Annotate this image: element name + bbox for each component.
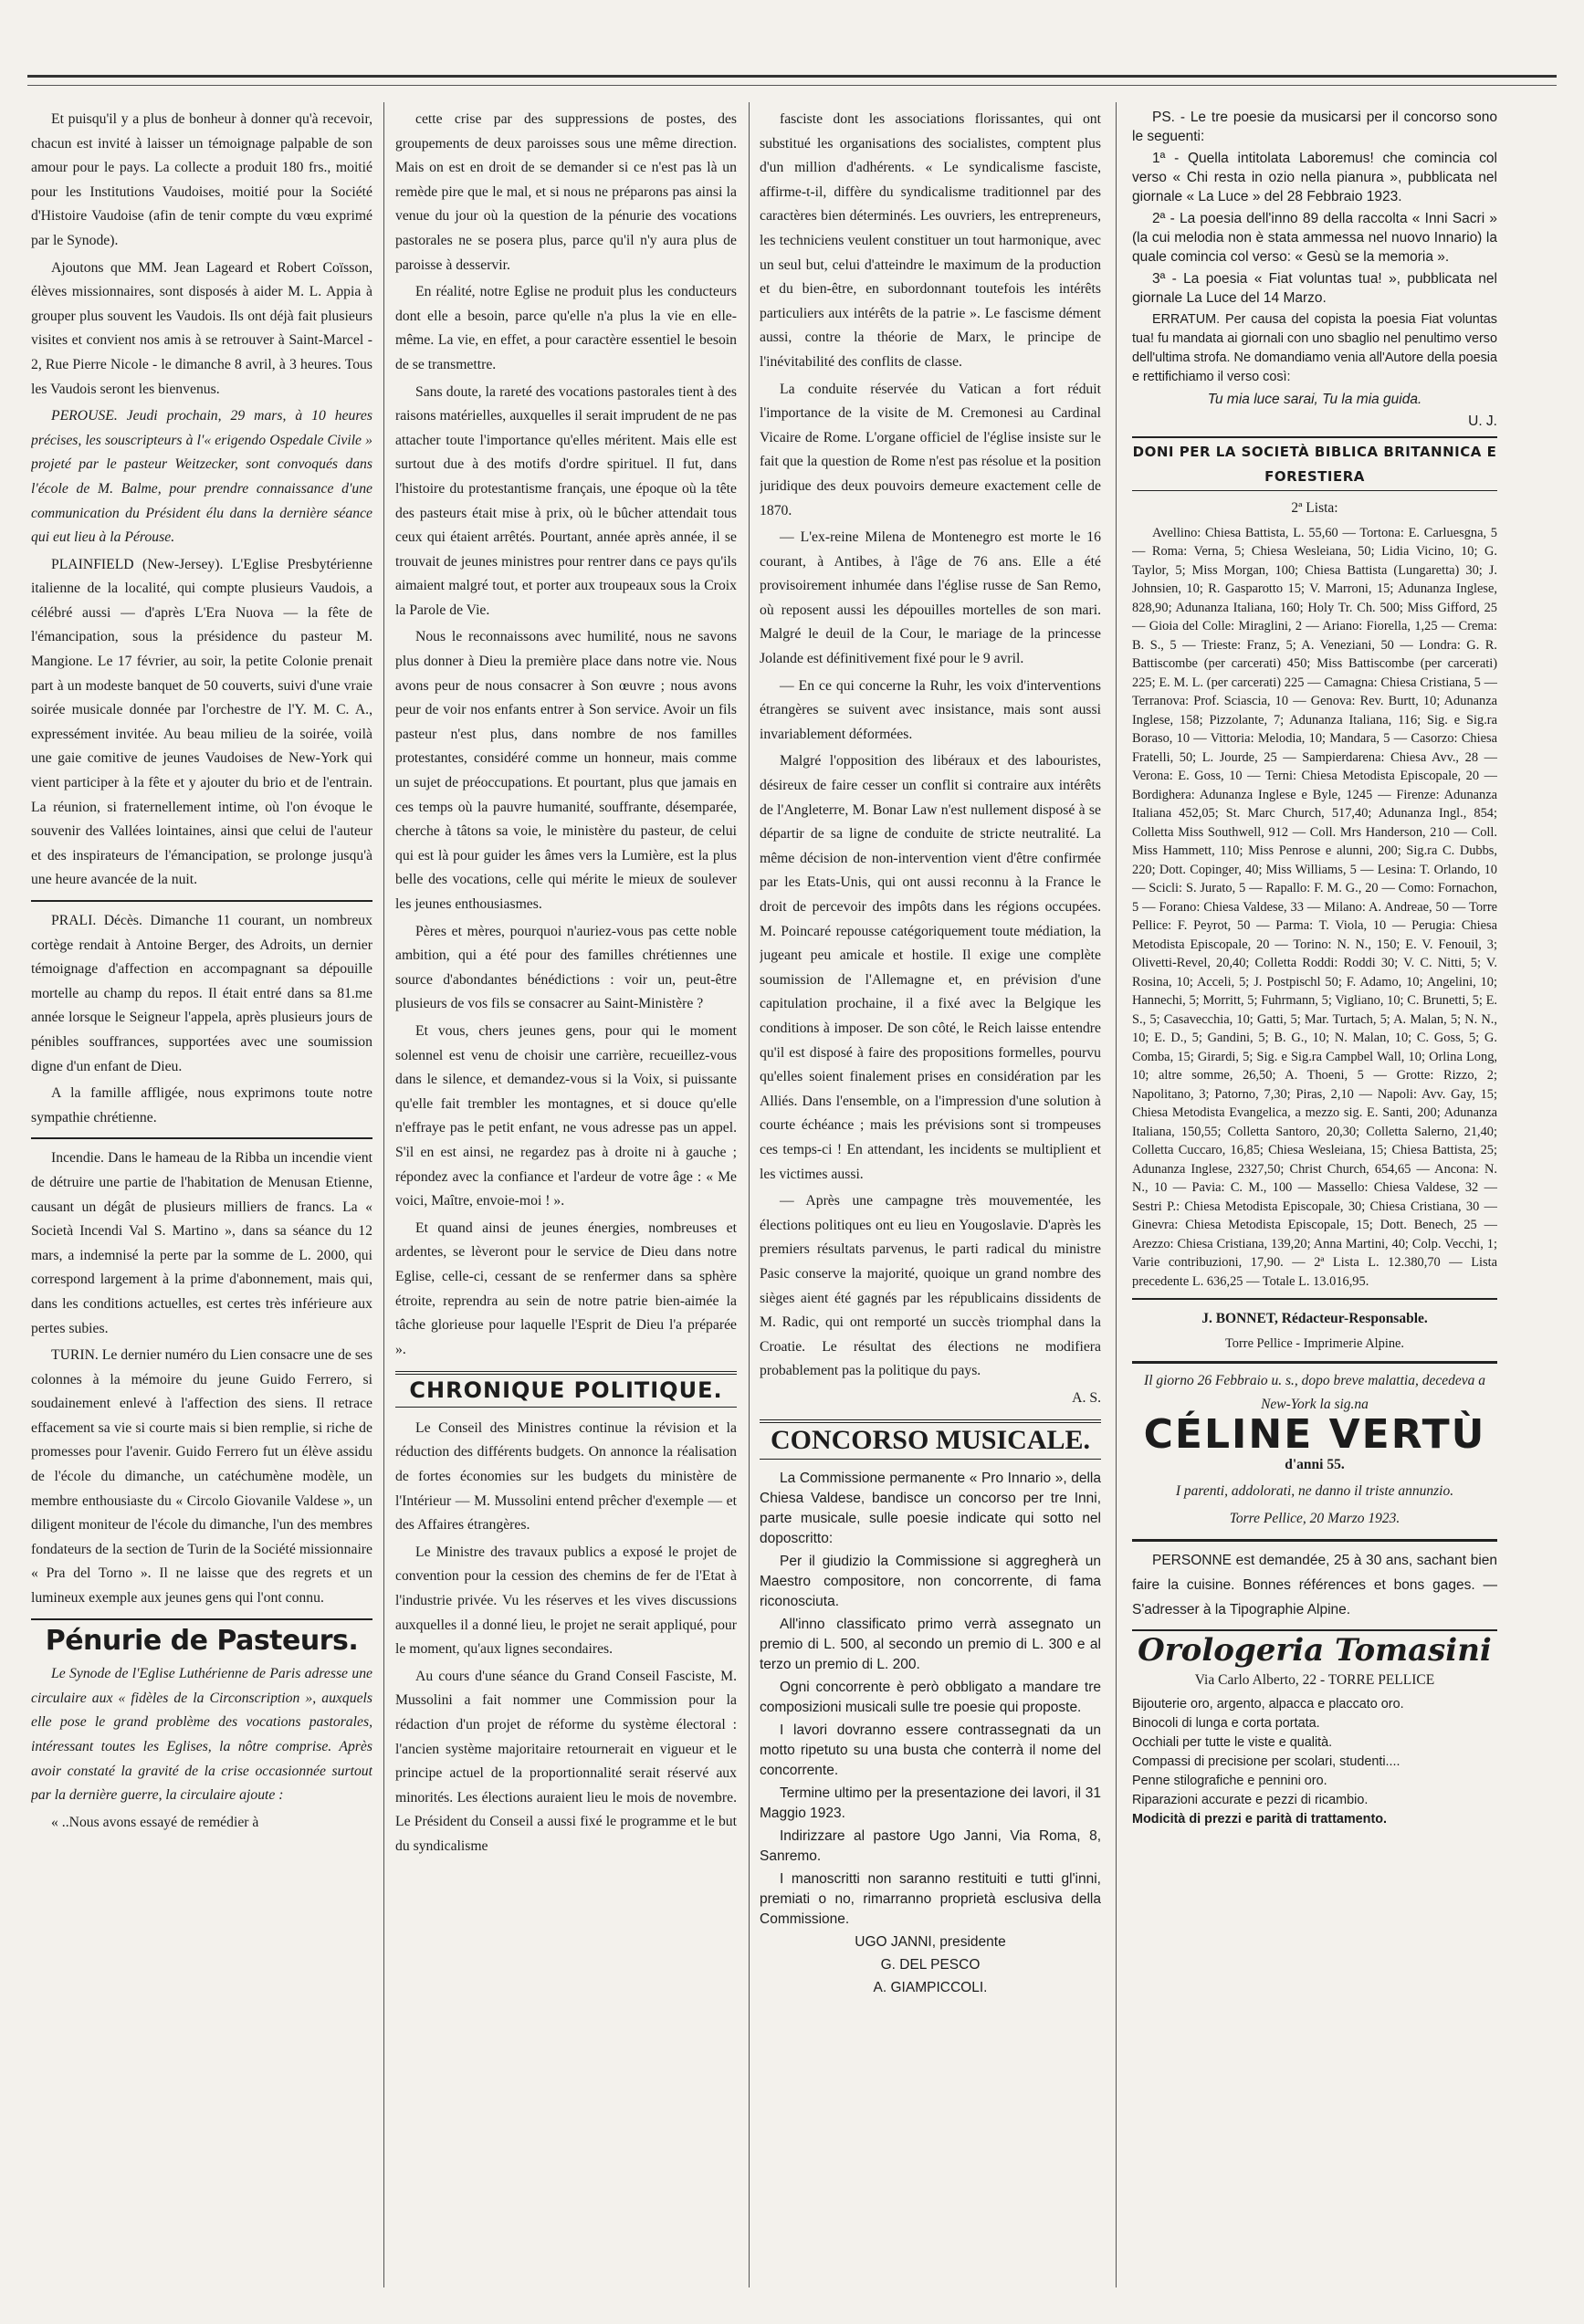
obituary-name: CÉLINE VERTÙ bbox=[1143, 1411, 1486, 1459]
column-4 bbox=[1132, 108, 1497, 2287]
paragraph: La conduite réservée du Vatican a fort réduit l'importance de la visite de M. Cremonesi au Cardinal Vicaire de Rome. L'organe officiel de l'église insiste sur le fait que la question de Rome n'est pas résolue et la position juridique des deux pouvoirs demeure exactement celle de 1870. bbox=[760, 381, 1101, 518]
paragraph: A la famille affligée, nous exprimons toute notre sympathie chrétienne. bbox=[31, 1085, 372, 1125]
divider bbox=[31, 1618, 372, 1620]
paragraph: Pères et mères, pourquoi n'auriez-vous pas cette noble ambition, qui a été pour des familles chrétiennes une source d'abondantes bénédictions : voir un, peut-être plusieurs de vos fils se consacrer au Saint-Ministère ? bbox=[395, 923, 737, 1012]
shop-line: Penne stilografiche e pennini oro. bbox=[1132, 1774, 1327, 1789]
paragraph: Ajoutons que MM. Jean Lageard et Robert Coïsson, élèves missionnaires, sont disposés à aider M. L. Appia à grouper plus souvent les Vaudois. Ils ont déjà fait plusieurs visites et convient nos amis à se retrouver à Saint-Marcel - 2, Rue Pierre Nicole - le dimanche 8 avril, à 3 heures. Tous les Vaudois seront les bienvenus. bbox=[31, 259, 372, 397]
editor: J. BONNET, Rédacteur-Responsable. bbox=[1201, 1311, 1428, 1327]
paragraph: Et puisqu'il y a plus de bonheur à donner qu'à recevoir, chacun est invité à laisser un témoignage palpable de son amour pour le pays. La collecte a produit 180 frs., moitié pour les Institutions Vaudoises, moitié pour la Société d'Histoire Vaudoise (afin de tenir compte du vœu exprimé par le Synode). bbox=[31, 111, 372, 248]
divider bbox=[1132, 1629, 1497, 1631]
paragraph: Sans doute, la rareté des vocations pastorales tient à des raisons matérielles, auxquelles il serait imprudent de ne pas attacher toute l'importance qu'elles méritent. Mais elle est surtout due à des motifs d'ordre spirituel. Il fut, dans l'histoire du protestantisme français, une époque où la tête des pasteurs était mise à prix, où le bûcher attendait tous ceux qui étaient arrêtés. Pourtant, année après année, il se trouvait de jeunes ministres pour rentrer dans ce pays qu'ils aimaient malgré tout, et porter aux troupeaux sous la Croix la Parole de Vie. bbox=[395, 383, 737, 618]
paragraph: Le Conseil des Ministres continue la révision et la réduction des différents budgets. On annonce la réalisation de fortes économies sur les budgets du ministère de l'Intérieur — M. Mussolini entend prêcher d'exemple — et des Affaires étrangères. bbox=[395, 1419, 737, 1534]
paragraph: 1ª - Quella intitolata Laboremus! che comincia col verso « Chi resta in ozio nella pianura », pubblicata nel giornale « La Luce » del 28 Febbraio 1923. bbox=[1132, 151, 1497, 204]
signature: A. GIAMPICCOLI. bbox=[873, 1980, 988, 1996]
shop-line: Riparazioni accurate e pezzi di ricambio. bbox=[1132, 1793, 1369, 1808]
column-2 bbox=[395, 108, 737, 2287]
paragraph: Nous le reconnaissons avec humilité, nous ne savons plus donner à Dieu la première place dans notre vie. Nous avons peur de nous consacrer à Son œuvre ; nous avons peur de voir nos enfants entrer à Son service. Avoir un fils pasteur n'est plus, dans nombre de nos familles protestantes, considéré comme un honneur, mais comme un sujet de préoccupations. Et pourtant, plus que jamais en ces temps où la pauvre humanité, souffrante, désemparée, cherche à tâtons sa voie, le ministère du pasteur, de celui qui est là pour guider les âmes vers la Lumière, est la plus belle des vocations, celle qui mérite le mieux de soulever les jeunes enthousiasmes. bbox=[395, 629, 737, 912]
shop-line: Modicità di prezzi e parità di trattamento. bbox=[1132, 1812, 1388, 1827]
signature: A. S. bbox=[1072, 1389, 1101, 1406]
paragraph: TURIN. Le dernier numéro du Lien consacre une de ses colonnes à la mémoire du jeune Guido Ferrero, si soudainement enlevé à l'affection des siens. Il retrace effacement sa vie si courte mais si bien remplie, si riche de promesses pour l'avenir. Guido Ferrero fut un élève assidu de l'école du dimanche, un catéchumène modèle, un membre enthousiaste du « Circolo Giovanile Valdese », un diligent moniteur de l'école du dimanche, l'un des membres fondateurs de la section de Turin de la Société missionnaire « Pra del Torno ». Il ne laisse que des regrets et un lumineux exemple aux jeunes gens qui l'ont connu. bbox=[31, 1347, 372, 1607]
subheading: 2ª Lista: bbox=[1291, 500, 1338, 517]
paragraph: Torre Pellice, 20 Marzo 1923. bbox=[1229, 1510, 1400, 1526]
signature: G. DEL PESCO bbox=[880, 1957, 981, 1973]
paragraph: fasciste dont les associations florissantes, qui ont substitué les organisations des socialistes, comptent plus d'un million d'adhérents. « Le syndicalisme fasciste, affirme-t-il, diffère du syndicalisme traditionnel par des caractères bien déterminés. Les ouvriers, les entrepreneurs, les techniciens veulent constituer un tout harmonique, avec un seul but, celui d'atteindre le maximum de la production et du bien-être, en subordonnant toutefois les intérêts particuliers aux intérêts de la patrie ». Le fascisme dément aussi, contre la théorie de Marx, le principe de l'inévitabilité des conflits de classe. bbox=[760, 111, 1101, 370]
verse: Tu mia luce sarai, Tu la mia guida. bbox=[1207, 392, 1422, 407]
shop-line: Compassi di precisione per scolari, studenti.... bbox=[1132, 1754, 1400, 1770]
shop-line: Binocoli di lunga e corta portata. bbox=[1132, 1716, 1320, 1732]
section-heading: CONCORSO MUSICALE. bbox=[760, 1419, 1101, 1460]
shop-name: Orologeria Tomasini bbox=[1138, 1632, 1492, 1670]
paragraph: Et quand ainsi de jeunes énergies, nombreuses et ardentes, se lèveront pour le service de Dieu dans notre Eglise, celle-ci, cessant de se renfermer dans sa sphère étroite, reprendra au sein de notre patrie bien-aimée la tâche glorieuse pour laquelle l'Esprit de Dieu l'a préparée ». bbox=[395, 1220, 737, 1357]
paragraph: Per il giudizio la Commissione si aggregherà un Maestro compositore, non concorrente, di fama riconosciuta. bbox=[760, 1554, 1101, 1610]
paragraph: Le Ministre des travaux publics a exposé le projet de convention pour la cession des chemins de fer de l'Etat à l'industrie privée. Vu les réserves et les vives discussions auxquelles il a donné lieu, le projet ne serait appliqué, pour le moment, qu'aux lignes secondaires. bbox=[395, 1544, 737, 1658]
paragraph: — L'ex-reine Milena de Montenegro est morte le 16 courant, à Antibes, à l'âge de 76 ans. Elle a été provisoirement inhumée dans l'église russe de San Remo, où reposent aussi les dépouilles mortelles de son mari. Malgré le deuil de la Cour, le mariage de la princesse Jolande est définitivement fixé pour le 9 avril. bbox=[760, 529, 1101, 667]
column-rule bbox=[749, 102, 750, 2287]
divider bbox=[31, 1137, 372, 1139]
paragraph: Termine ultimo per la presentazione dei lavori, il 31 Maggio 1923. bbox=[760, 1785, 1101, 1822]
section-heading: DONI PER LA SOCIETÀ BIBLICA BRITANNICA E FORESTIERA bbox=[1132, 436, 1497, 491]
paragraph: « ..Nous avons essayé de remédier à bbox=[51, 1814, 259, 1830]
section-heading: Pénurie de Pasteurs. bbox=[45, 1624, 359, 1657]
paragraph: PLAINFIELD (New-Jersey). L'Eglise Presbytérienne italienne de la localité, qui compte plusieurs Vaudois, a célébré aussi — d'après L'Era Nuova — la fête de l'émancipation, sous la présidence du pasteur M. Mangione. Le 17 février, au soir, la petite Colonie prenait part à un modeste banquet de 50 couverts, suivi d'une vraie soirée musicale donnée par l'orchestre de l'Y. M. C. A., expressément invitée. Au beau milieu de la soirée, voilà une gaie comitive de jeunes Vaudoises de New-York qui vient participer à la fête et y ajouter du brio et de l'entrain. La réunion, si fraternellement intime, où l'on évoque le souvenir des Vallées lointaines, ainsi que celui de l'auteur et des inspirateurs de l'émancipation, se prolonge jusqu'à une heure avancée de la nuit. bbox=[31, 556, 372, 888]
paragraph: Indirizzare al pastore Ugo Janni, Via Roma, 8, Sanremo. bbox=[760, 1828, 1101, 1865]
header-rule bbox=[27, 75, 1557, 86]
paragraph: 3ª - La poesia « Fiat voluntas tua! », pubblicata nel giornale La Luce del 14 Marzo. bbox=[1132, 271, 1497, 306]
paragraph: cette crise par des suppressions de postes, des groupements de deux paroisses sous une même direction. Mais on est en droit de se demander si ce n'est pas là un remède pire que le mal, et si nous ne préparons pas ainsi la venue du jour où la question de la pénurie des vocations pastorales ne se posera plus, parce qu'il n'y aura plus de paroisse à desservir. bbox=[395, 111, 737, 273]
obituary-age: d'anni 55. bbox=[1285, 1456, 1345, 1472]
divider bbox=[31, 900, 372, 902]
paragraph: Au cours d'une séance du Grand Conseil Fasciste, M. Mussolini a fait nommer une Commission pour la rédaction d'un projet de réforme du système électoral : l'ancien système majoritaire retournerait en vigueur et le principe actuel de la proportionnalité serait réservé aux minorités. Les élections auraient lieu le mois de novembre. Le Président du Conseil a aussi fixé le programme et le but du syndicalisme bbox=[395, 1668, 737, 1854]
section-heading: CHRONIQUE POLITIQUE. bbox=[395, 1371, 737, 1408]
paragraph: Malgré l'opposition des libéraux et des labouristes, désireux de faire cesser un conflit si contraire aux intérêts de l'Angleterre, M. Bonar Law n'est nullement disposé à se départir de sa ligne de conduite de stricte neutralité. La même décision de non-intervention vient d'être confirmée par les Etats-Unis, qui ont aussi reconnu à la France le droit de percevoir des impôts dans les régions occupées. M. Poincaré repousse catégoriquement toute médiation, la jugeant peu amicale et hostile. Il exige une complète soumission de l'Allemagne et, en prévision d'une capitulation prochaine, il a fixé avec la Belgique les conditions à imposer. De son côté, le Reich laisse entendre qu'il est disposé à faire des propositions formelles, pourvu qu'elles soient finalement prises en considération par les Alliés. Dans l'ensemble, on a l'impression d'une solution à courte échéance ; mais les prévisions sont si trompeuses ces temps-ci ! En attendant, les incidents se multiplient et les victimes aussi. bbox=[760, 753, 1101, 1182]
paragraph: — Après une campagne très mouvementée, les élections politiques ont eu lieu en Yougoslavie. D'après les premiers résultats parvenus, le parti radical du ministre Pasic conserve la majorité, quoique un grand nombre des sièges aient été gagnés par les républicains dissidents de M. Radic, qui ont remporté un succès triomphal dans la Croatie. Le résultat des élections ne modifiera probablement pas la politique du pays. bbox=[760, 1193, 1101, 1379]
paragraph: — En ce qui concerne la Ruhr, les voix d'interventions étrangères se suivent avec insistance, mais sont aussi invariablement déformées. bbox=[760, 677, 1101, 742]
paragraph: Le Synode de l'Eglise Luthérienne de Paris adresse une circulaire aux « fidèles de la Circonscription », auxquels elle pose le grand problème des vocations pastorales, intéressant toutes les Eglises, la nôtre comprise. Après avoir constaté la gravité de la crise occasionnée surtout par la dernière guerre, la circulaire ajoute : bbox=[31, 1666, 372, 1804]
column-rule bbox=[383, 102, 384, 2287]
paragraph: All'inno classificato primo verrà assegnato un premio di L. 500, al secondo un premio di L. 300 e al terzo un premio di L. 200. bbox=[760, 1617, 1101, 1673]
printer: Torre Pellice - Imprimerie Alpine. bbox=[1225, 1335, 1404, 1351]
paragraph: Incendie. Dans le hameau de la Ribba un incendie vient de détruire une partie de l'habitation de Menusan Etienne, causant un dégât de plusieurs milliers de francs. La « Società Incendi Val S. Martino », dans sa séance du 12 mars, a indemnisé la perte par la somme de L. 2000, qui correspond largement à la prime d'abonnement, mais qui, dans les conditions actuelles, est certes très inférieure aux pertes subies. bbox=[31, 1150, 372, 1336]
signature: UGO JANNI, presidente bbox=[855, 1934, 1006, 1951]
paragraph: ERRATUM. Per causa del copista la poesia Fiat voluntas tua! fu mandata ai giornali con uno sbaglio nel penultimo verso dell'ultima strofa. Ne domandiamo venia all'Autore della poesia e rettifichiamo il verso così: bbox=[1132, 312, 1497, 384]
paragraph: I manoscritti non saranno restituiti e tutti gl'inni, premiati o no, rimarranno proprietà esclusiva della Commissione. bbox=[760, 1871, 1101, 1928]
column-1 bbox=[31, 108, 372, 2287]
paragraph: 2ª - La poesia dell'inno 89 della raccolta « Inni Sacri » (la cui melodia non è stata ammessa nel nuovo Innario) la quale comincia col verso: « Gesù se la memoria ». bbox=[1132, 211, 1497, 265]
obituary bbox=[1132, 1361, 1497, 1543]
paragraph: Il giorno 26 Febbraio u. s., dopo breve malattia, decedeva a New-York la sig.na bbox=[1144, 1372, 1485, 1413]
advertisement: PERSONNE est demandée, 25 à 30 ans, sachant bien faire la cuisine. Bonnes références et bons gages. — S'adresser à la Tipographie Alpine. bbox=[1132, 1553, 1497, 1617]
shop-line: Occhiali per tutte le viste e qualità. bbox=[1132, 1735, 1333, 1751]
paragraph: PRALI. Décès. Dimanche 11 courant, un nombreux cortège rendait à Antoine Berger, des Adroits, un dernier témoignage d'affection en accompagnant sa dépouille mortelle au champ du repos. Il était entré dans sa 81.me année lorsque le Seigneur l'appela, après plusieurs jours de pénibles souffrances, supportées avec une soumission digne d'un enfant de Dieu. bbox=[31, 913, 372, 1074]
divider bbox=[1132, 1298, 1497, 1300]
paragraph: Ogni concorrente è però obbligato a mandare tre composizioni musicali sulle tre poesie qui proposte. bbox=[760, 1680, 1101, 1716]
shop-address: Via Carlo Alberto, 22 - TORRE PELLICE bbox=[1194, 1671, 1435, 1688]
paragraph: En réalité, notre Eglise ne produit plus les conducteurs dont elle a besoin, parce qu'elle n'a plus la vie en elle-même. La vie, en effet, a pour caractère essentiel le besoin de se transmettre. bbox=[395, 284, 737, 372]
paragraph: PS. - Le tre poesie da musicarsi per il concorso sono le seguenti: bbox=[1132, 110, 1497, 144]
paragraph: I lavori dovranno essere contrassegnati da un motto ripetuto su una busta che conterrà il nome del concorrente. bbox=[760, 1722, 1101, 1779]
paragraph: I parenti, addolorati, ne danno il triste annunzio. bbox=[1175, 1483, 1454, 1500]
shop-line: Bijouterie oro, argento, alpacca e placcato oro. bbox=[1132, 1697, 1404, 1712]
column-rule bbox=[1116, 102, 1117, 2287]
column-3 bbox=[760, 108, 1101, 2287]
paragraph: La Commissione permanente « Pro Innario », della Chiesa Valdese, bandisce un concorso per tre Inni, parte musicale, sulle poesie indicate qui sotto nel doposcritto: bbox=[760, 1471, 1101, 1547]
paragraph: Et vous, chers jeunes gens, pour qui le moment solennel est venu de choisir une carrière, recueillez-vous dans le silence, et demandez-vous si la Voix, si puissante qu'elle fait trembler les montagnes, et si douce qu'elle n'effraye pas le petit enfant, ne vous adresse pas un appel. S'il en est ainsi, ne regardez pas à droite ni à gauche ; répondez avec la confiance et l'ardeur de votre âge : « Me voici, Maître, envoie-moi ! ». bbox=[395, 1022, 737, 1209]
paragraph: Avellino: Chiesa Battista, L. 55,60 — Tortona: E. Carluesgna, 5 — Roma: Verna, 5; Chiesa Wesleiana, 50; Lidia Vicino, 10; G. Taylor, 5; Miss Morgan, 100; Chiesa Battista (Lungaretta) 30; J. Johnsien, 10; R. Gasparotto 15; V. Marroni, 15; Adunanza Inglese, 828,90; Adunanza Italiana, 160; Holy Tr. Ch. 500; Miss Gifford, 25 — Gioia del Colle: Miraglini, 2 — Ariano: Fiorella, 1,25 — Crema: B. S., 5 — Trieste: Franz, 5; A. Veneziani, 50 — Londra: G. R. Battiscombe (per carcerati) 450; Miss Battiscombe (per carcerati) 225; E. M. L. (per carcerati) 225 — Camagna: Chiesa Cristiana, 5 — Terranova: Prof. Sciascia, 10 — Genova: Rev. Burtt, 10; Adunanza Inglese, 158; Pizzolante, 7; Adunanza Italiana, 116; Sig. e Sig.ra Boraso, 10 — Vittoria: Melodia, 10; Mandara, 5 — Casorzo: Chiesa Fratelli, 50; L. Jourde, 25 — Sampierdarena: Chiesa Avv., 28 — Verona: E. Goss, 10 — Terni: Chiesa Metodista Episcopale, 20 — Bordighera: Adunanza Inglese e Byle, 1245 — Firenze: Adunanza Italiana 452,05; St. Marc Church, 517,40; Adunanza Ingl., 854; Colletta Miss Southwell, 912 — Coll. Mrs Handerson, 210 — Coll. Miss Hammett, 110; Miss Penrose e alunni, 200; Sig.ra C. Dubbs, 220; Dott. Copinger, 40; Miss Williams, 5 — Lesina: T. Orlando, 10 — Scicli: S. Jurato, 5 — Rapallo: F. M. G., 20 — Como: Fornachon, 5 — Forano: Chiesa Valdese, 33 — Milano: A. Andreae, 50 — Torre Pellice: F. Peyrot, 50 — Parma: T. Viola, 10 — Perugia: Chiesa Metodista Episcopale, 20 — Torino: N. N., 150; E. V. Fenouil, 3; Olivetti-Revel, 20,40; Colletta Roddi: Roddi 30; V. C. Nitti, 5; V. Rosina, 10; Acceli, 5; J. Postpischl 50; F. Adamo, 10; Angelini, 10; Hannechi, 5; Morritt, 5; Fuhrmann, 5; Vigliano, 10; C. Brunetti, 5; E. S., 5; Casavecchia, 10; Gatti, 5; Mar. Turtach, 5; A. Malan, 5; N. N., 10; E. D., 5; Gandini, 5; B. G., 10; N. Malan, 10; C. Goss, 5; G. Comba, 15; Girardi, 5; Sig. e Sig.ra Campbel Wall, 10; Orlina Long, 10; altre somme, 26,50; A. Thoeni, 5 — Grotte: Rizzo, 2; Napolitano, 3; Patorno, 7,30; Piras, 2,10 — Napoli: Avv. Gay, 15; Chiesa Metodista Evangelica, a mezzo sig. E. Santi, 200; Adunanza Italiana, 150,55; Colletta Santoro, 20,30; Colletta Salerno, 21,40; Colletta Cuccaro, 16,85; Chiesa Wesleiana, 15; Chiesa Battista, 25; Adunanza Inglese, 2327,50; Christ Church, 654,65 — Ancona: N. N., 10 — Pavia: C. M., 100 — Massello: Chiesa Valdese, 32 — Sestri P.: Chiesa Metodista Episcopale, 30; Chiesa Cristiana, 30 — Ginevra: Chiesa Metodista Episcopale, 15; Dott. Benech, 25 — Arezzo: Chiesa Cristiana, 139,20; Anna Martini, 40; Colp. Vecchi, 1; Varie contribuzioni, 17,90. — 2ª Lista L. 12.380,70 — Lista precedente L. 636,25 — Totale L. 13.016,95. bbox=[1132, 525, 1497, 1289]
paragraph: PEROUSE. Jeudi prochain, 29 mars, à 10 heures précises, les souscripteurs à l'« erigendo Ospedale Civile » projeté par le pasteur Weitzecker, sont convoqués dans l'école de M. Balme, pour prendre connaissance d'une communication du Président élu dans la dernière séance qui eut lieu à la Pérouse. bbox=[31, 408, 372, 546]
signature: U. J. bbox=[1468, 414, 1497, 429]
